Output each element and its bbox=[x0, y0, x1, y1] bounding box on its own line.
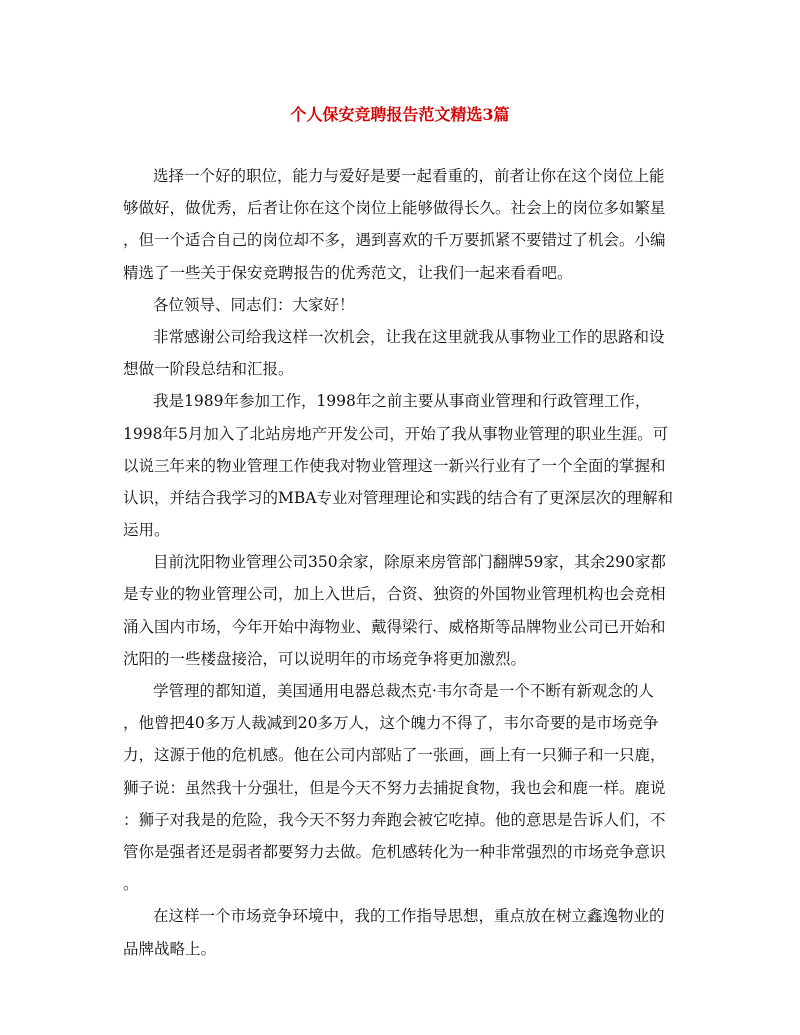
paragraph-line: 我是1989年参加工作，1998年之前主要从事商业管理和行政管理工作， bbox=[153, 392, 651, 411]
paragraph-line: ，但一个适合自己的岗位却不多，遇到喜欢的千万要抓紧不要错过了机会。小编 bbox=[123, 231, 666, 250]
paragraph-line: ，他曾把40多万人裁减到20多万人，这个魄力不得了，韦尔奇要的是市场竞争 bbox=[123, 714, 659, 733]
paragraph-line: 管你是强者还是弱者都要努力去做。危机感转化为一种非常强烈的市场竞争意识 bbox=[123, 842, 666, 861]
paragraph-line: 是专业的物业管理公司，加上入世后，合资、独资的外国物业管理机构也会竞相 bbox=[123, 585, 666, 604]
paragraph-line: 目前沈阳物业管理公司350余家，除原来房管部门翻牌59家，其余290家都 bbox=[153, 553, 666, 572]
paragraph-line: 精选了一些关于保安竞聘报告的优秀范文，让我们一起来看看吧。 bbox=[123, 263, 573, 282]
paragraph-line: 。 bbox=[123, 875, 139, 894]
paragraph-line: 够做好，做优秀，后者让你在这个岗位上能够做得长久。社会上的岗位多如繁星 bbox=[123, 199, 666, 218]
paragraph-line: 以说三年来的物业管理工作使我对物业管理这一新兴行业有了一个全面的掌握和 bbox=[123, 456, 666, 475]
document-body bbox=[123, 160, 678, 965]
paragraph-line: 狮子说：虽然我十分强壮，但是今天不努力去捕捉食物，我也会和鹿一样。鹿说 bbox=[123, 778, 666, 797]
paragraph-line: 想做一阶段总结和汇报。 bbox=[123, 360, 294, 379]
paragraph-line: 非常感谢公司给我这样一次机会，让我在这里就我从事物业工作的思路和设 bbox=[153, 327, 665, 346]
document-title: 个人保安竞聘报告范文精选3篇 bbox=[290, 105, 510, 124]
paragraph-line: 1998年5月加入了北站房地产开发公司，开始了我从事物业管理的职业生涯。可 bbox=[123, 424, 669, 443]
paragraph-line: 选择一个好的职位，能力与爱好是要一起看重的，前者让你在这个岗位上能 bbox=[153, 167, 665, 185]
paragraph-line: ：狮子对我是的危险，我今天不努力奔跑会被它吃掉。他的意思是告诉人们，不 bbox=[123, 810, 666, 829]
paragraph-line: 在这样一个市场竞争环境中，我的工作指导思想，重点放在树立鑫逸物业的 bbox=[153, 907, 665, 926]
paragraph-line: 运用。 bbox=[123, 521, 170, 540]
paragraph-line: 涌入国内市场，今年开始中海物业、戴得梁行、威格斯等品牌物业公司已开始和 bbox=[123, 617, 666, 636]
paragraph-line: 学管理的都知道，美国通用电器总裁杰克·韦尔奇是一个不断有新观念的人 bbox=[153, 682, 654, 700]
paragraph-line: 沈阳的一些楼盘接洽，可以说明年的市场竞争将更加激烈。 bbox=[123, 649, 527, 668]
paragraph-line: 认识，并结合我学习的MBA专业对管理理论和实践的结合有了更深层次的理解和 bbox=[123, 488, 673, 507]
paragraph-line: 品牌战略上。 bbox=[123, 939, 217, 958]
paragraph-line: 力，这源于他的危机感。他在公司内部贴了一张画，画上有一只狮子和一只鹿， bbox=[123, 746, 666, 765]
paragraph-line: 各位领导、同志们：大家好！ bbox=[153, 295, 355, 314]
